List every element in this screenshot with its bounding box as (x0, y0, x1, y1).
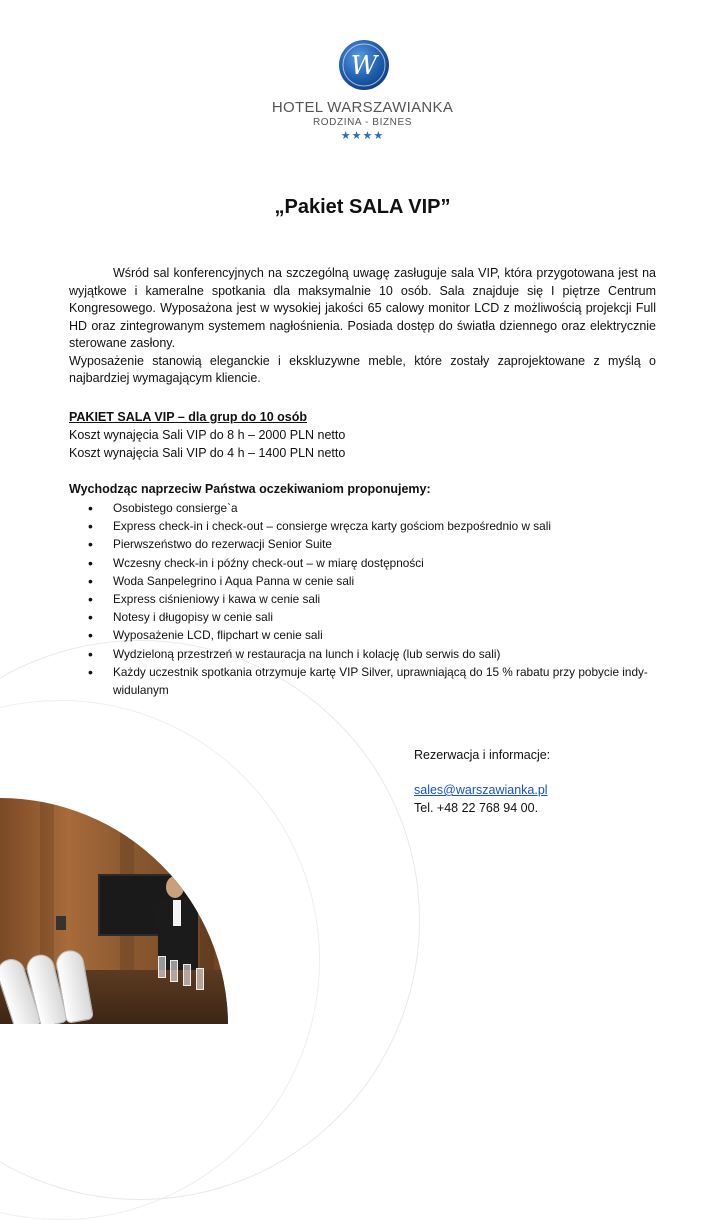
intro-paragraph-2: Wyposażenie stanowią eleganckie i ekskluzywne meble, które zostały zaprojektowane z myślą o najbardziej wymagającym kliencie. (69, 353, 656, 385)
list-item: • Każdy uczestnik spotkania otrzymuje kartę VIP Silver, uprawniającą do 15 % rabatu przy pobycie indy-widulanym (86, 663, 656, 699)
offer-list (86, 499, 656, 699)
svg-text:W: W (350, 51, 378, 81)
speaker (56, 916, 66, 930)
list-item: • Wczesny check-in i późny check-out – w miarę dostępności (86, 554, 656, 572)
email-link[interactable]: sales@warszawianka.pl (414, 783, 548, 797)
contact-block (414, 747, 550, 817)
package-price-4h: Koszt wynajęcia Sali VIP do 4 h – 1400 PLN netto (69, 446, 346, 460)
offer-heading: Wychodząc naprzeciw Państwa oczekiwaniom proponujemy: (69, 482, 431, 496)
contact-phone: Tel. +48 22 768 94 00. (414, 800, 539, 815)
package-heading: PAKIET SALA VIP – dla grup do 10 osób (69, 410, 307, 424)
conference-room-photo (0, 798, 228, 1024)
waiter-head (166, 876, 184, 898)
hotel-subtitle: RODZINA - BIZNES (312, 117, 413, 128)
page-title: „Pakiet SALA VIP” (274, 196, 451, 218)
list-item: • Express check-in i check-out – consierge wręcza karty gościom bezpośrednio w sali (86, 517, 656, 535)
hotel-name: HOTEL WARSZAWIANKA (271, 99, 454, 116)
package-price-8h: Koszt wynajęcia Sali VIP do 8 h – 2000 PLN netto (69, 428, 346, 442)
hotel-stars: ★★★★ (340, 130, 385, 142)
list-item: • Woda Sanpelegrino i Aqua Panna w cenie sali (86, 572, 656, 590)
list-item: • Pierwszeństwo do rezerwacji Senior Suite (86, 535, 656, 553)
list-item: • Wydzieloną przestrzeń w restauracja na lunch i kolację (lub serwis do sali) (86, 645, 656, 663)
logo-w-icon (338, 39, 390, 91)
intro-text (69, 265, 656, 388)
intro-paragraph-1: Wśród sal konferencyjnych na szczególną uwagę zasługuje sala VIP, która przygotowana jest na wyjątkowe i kameralne spotkania dla maksymalnie 10 osób. Sala znajduje się I piętrze Centrum Kongresowego. Wyposażona jest w wysokiej jakości 65 calowy monitor LCD z możliwością projekcji Full HD oraz zintegrowanym systemem nagłośnienia. Posiada dostęp do światła dziennego oraz elektrycznie sterowane zasłony. (69, 266, 656, 350)
contact-heading: Rezerwacja i informacje: (414, 748, 551, 762)
list-item: • Osobistego consierge`a (86, 499, 656, 517)
list-item: • Notesy i długopisy w cenie sali (86, 608, 656, 626)
list-item: • Wyposażenie LCD, flipchart w cenie sali (86, 626, 656, 644)
package-section (69, 408, 345, 462)
hotel-logo (338, 39, 390, 91)
list-item: • Express ciśnieniowy i kawa w cenie sali (86, 590, 656, 608)
